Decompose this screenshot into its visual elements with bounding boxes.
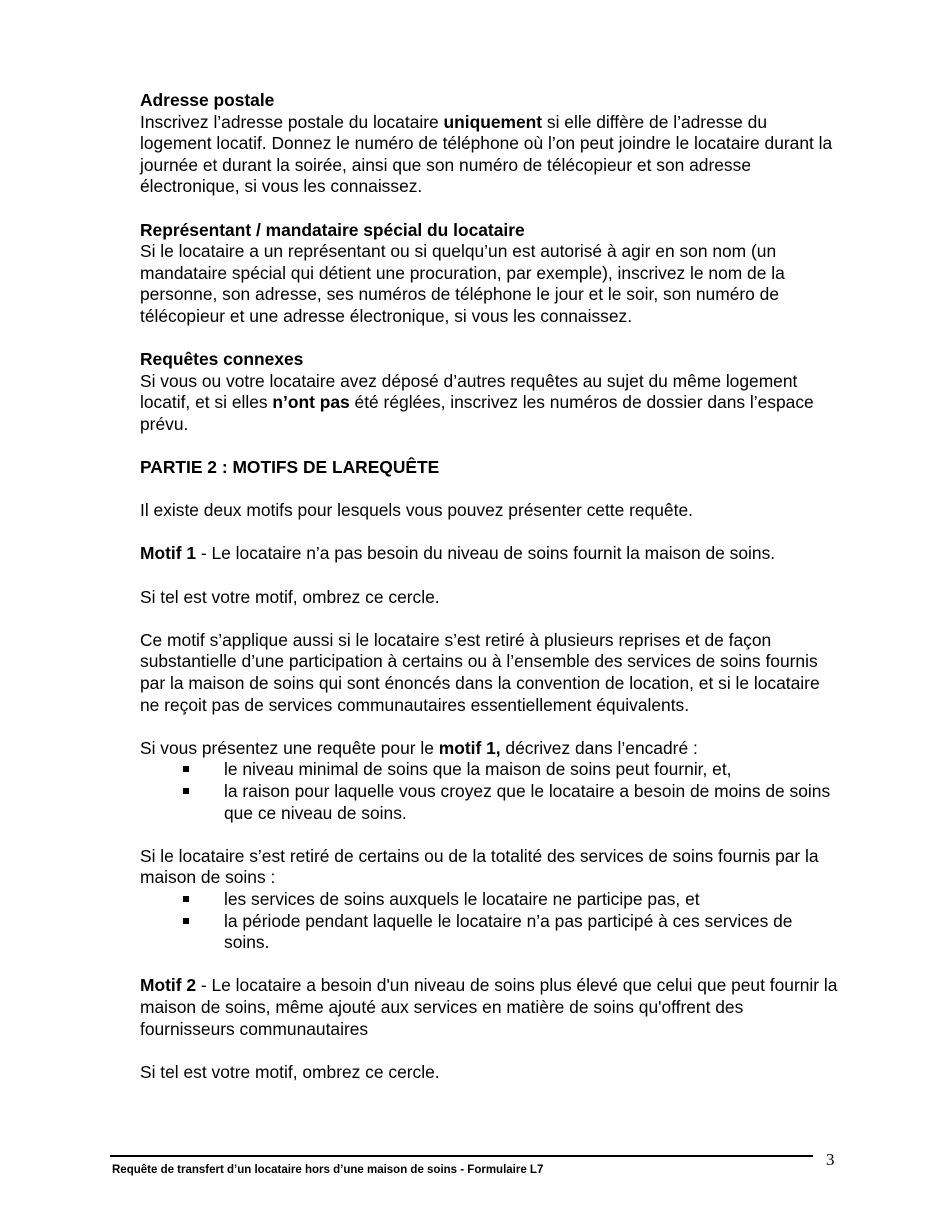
- text-span: - Le locataire a besoin d'un niveau de soins plus élevé que celui que peut fournir la maison de soins, même ajouté aux services en matière de soins qu'offrent des fournisseurs communautaires: [140, 975, 838, 1039]
- text-span: été réglées, inscrivez les numéros de dossier dans l’espace prévu.: [140, 392, 814, 434]
- list-item-text: le niveau minimal de soins que la maison de soins peut fournir, et,: [224, 759, 732, 780]
- list-item: [140, 889, 840, 911]
- paragraph-withdrawn: Si le locataire s’est retiré de certains ou de la totalité des services de soins fournis par la maison de soins :: [140, 845, 819, 888]
- paragraph-postal-address: [140, 112, 840, 198]
- paragraph-representative: Si le locataire a un représentant ou si quelqu’un est autorisé à agir en son nom (un mandataire spécial qui détient une procuration, par exemple), inscrivez le nom de la personne, son adresse, ses numéros de téléphone le jour et le soir, son numéro de télécopieur et une adresse électronique, si vous les connaissez.: [140, 241, 785, 326]
- paragraph-motif-applies: Ce motif s’applique aussi si le locataire s’est retiré à plusieurs reprises et de façon substantielle d’une participation à certains ou à l’ensemble des services de soins fournis par la maison de soins qui sont énoncés dans la convention de location, et si le locataire ne reçoit pas de services communautaires essentiellement équivalents.: [140, 629, 820, 715]
- motif-2-label: Motif 2: [140, 975, 197, 996]
- list-item: [140, 911, 840, 954]
- list-item: [140, 759, 840, 781]
- bullet-square-icon: [183, 788, 189, 794]
- bullet-list-withdrawn: [140, 889, 840, 954]
- bold-text: n’ont pas: [272, 392, 350, 413]
- text-span: Si vous présentez une requête pour le: [140, 737, 439, 758]
- bold-text: motif 1,: [438, 737, 501, 758]
- bullet-square-icon: [183, 918, 189, 924]
- footer-form-title: Requête de transfert d’un locataire hors d’une maison de soins - Formulaire L7: [112, 1164, 544, 1176]
- bullet-square-icon: [183, 896, 189, 902]
- heading-postal-address: Adresse postale: [140, 90, 275, 110]
- list-item-text: la période pendant laquelle le locataire n’a pas participé à ces services de soins.: [224, 910, 793, 953]
- heading-part-2: PARTIE 2 : MOTIFS DE LAREQUÊTE: [140, 457, 440, 478]
- paragraph-describe: [140, 738, 840, 760]
- text-span: si elle diffère de l’adresse du logement locatif. Donnez le numéro de téléphone où l’on peut joindre le locataire durant la journée et durant la soirée, ainsi que son numéro de télécopieur et son adresse électronique, si vous les connaissez.: [140, 111, 833, 197]
- heading-representative: Représentant / mandataire spécial du locataire: [140, 219, 525, 240]
- paragraph-motif-1: [140, 543, 840, 565]
- paragraph-motif-2: [140, 975, 840, 1040]
- heading-related-requests: Requêtes connexes: [140, 349, 304, 370]
- bullet-list-motif-1: [140, 759, 840, 824]
- list-item-text: les services de soins auxquels le locataire ne participe pas, et: [224, 888, 700, 909]
- paragraph-shade-circle-2: Si tel est votre motif, ombrez ce cercle.: [140, 1061, 440, 1082]
- text-span: décrivez dans l’encadré :: [500, 737, 698, 758]
- bullet-square-icon: [183, 766, 189, 772]
- text-span: - Le locataire n’a pas besoin du niveau de soins fournit la maison de soins.: [196, 543, 776, 564]
- text-span: Inscrivez l’adresse postale du locataire: [140, 111, 444, 132]
- document-body: [140, 90, 840, 1083]
- page-number: 3: [826, 1150, 835, 1169]
- paragraph-shade-circle-1: Si tel est votre motif, ombrez ce cercle.: [140, 586, 440, 607]
- motif-1-label: Motif 1: [140, 543, 197, 564]
- paragraph-related-requests: [140, 371, 840, 436]
- paragraph-intro: Il existe deux motifs pour lesquels vous pouvez présenter cette requête.: [140, 500, 693, 521]
- text-span: Si vous ou votre locataire avez déposé d’autres requêtes au sujet du même logement locatif, et si elles: [140, 370, 798, 413]
- footer-divider: [110, 1155, 813, 1157]
- list-item-text: la raison pour laquelle vous croyez que le locataire a besoin de moins de soins que ce niveau de soins.: [224, 781, 831, 823]
- bold-text: uniquement: [443, 111, 543, 132]
- list-item: [140, 781, 840, 824]
